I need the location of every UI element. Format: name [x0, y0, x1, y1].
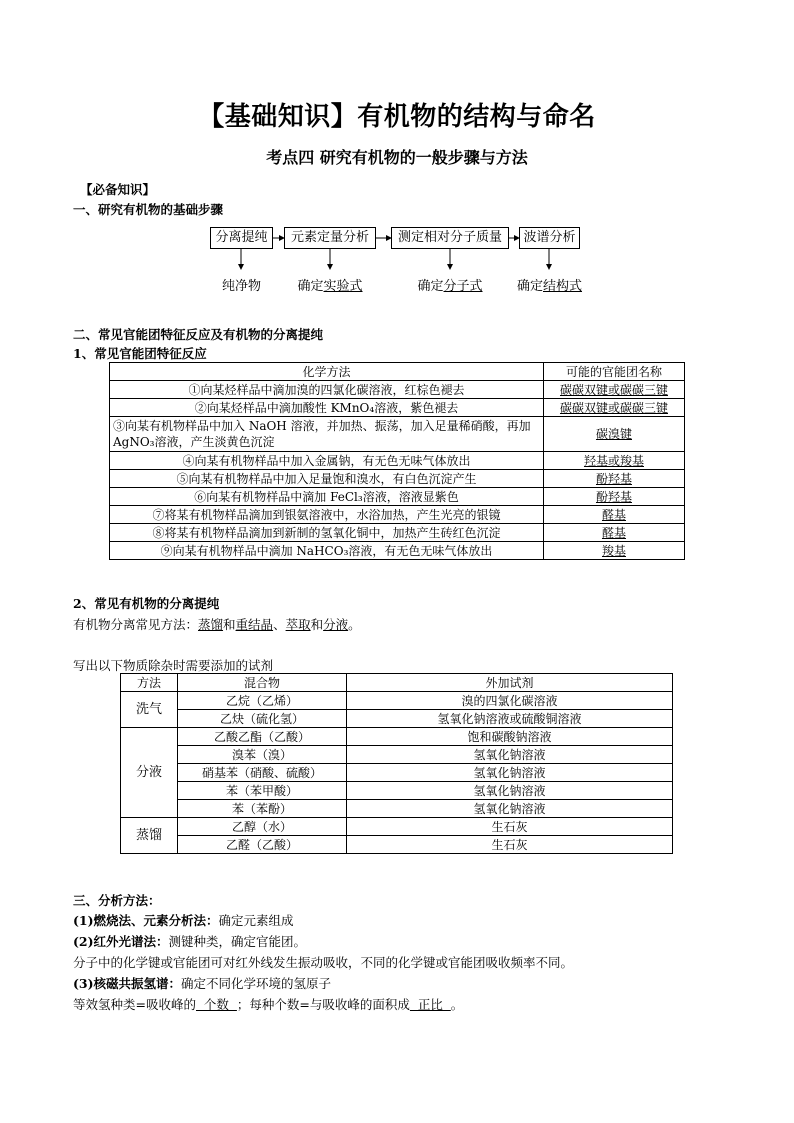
method-line: 分子中的化学键或官能团可对红外线发生振动吸收，不同的化学键或官能团吸收频率不同。 [73, 955, 574, 970]
method-cell: ⑤向某有机物样品中加入足量饱和溴水，有白色沉淀产生 [110, 470, 544, 488]
table-row [121, 800, 673, 818]
flow-step-box: 元素定量分析 [284, 227, 376, 249]
group-cell: 醛基 [544, 524, 685, 542]
table-header: 化学方法 [110, 363, 544, 381]
purification-table [120, 673, 673, 854]
reagent-cell: 氢氧化钠溶液 [347, 800, 673, 818]
reagent-cell: 生石灰 [347, 836, 673, 854]
mixture-cell: 苯（苯甲酸） [178, 782, 347, 800]
flow-step-box: 测定相对分子质量 [391, 227, 509, 249]
method-cell: ⑧将某有机物样品滴加到新制的氢氧化铜中，加热产生砖红色沉淀 [110, 524, 544, 542]
table2-caption: 写出以下物质除杂时需要添加的试剂 [73, 658, 274, 673]
method-line: (2)红外光谱法：测键种类，确定官能团。 [73, 934, 307, 949]
method-cell: ⑥向某有机物样品中滴加 FeCl₃溶液，溶液显紫色 [110, 488, 544, 506]
table-row [110, 452, 685, 470]
method-cell: ③向某有机物样品中加入 NaOH 溶液，并加热、振荡，加入足量稀硝酸，再加 AgNO₃溶液，产生淡黄色沉淀 [110, 417, 544, 452]
table-row [121, 818, 673, 836]
table-header-row [110, 363, 685, 381]
section-3-heading: 三、分析方法： [73, 893, 161, 908]
table-row [121, 764, 673, 782]
reagent-cell: 氢氧化钠溶液 [347, 746, 673, 764]
table-row [110, 524, 685, 542]
subsection-2-heading: 2、常见有机物的分离提纯 [73, 596, 220, 611]
group-cell: 醛基 [544, 506, 685, 524]
method-cell: ⑨向某有机物样品中滴加 NaHCO₃溶液，有无色无味气体放出 [110, 542, 544, 560]
reagent-cell: 溴的四氯化碳溶液 [347, 692, 673, 710]
table-row [110, 381, 685, 399]
table-row [121, 728, 673, 746]
table-header: 方法 [121, 674, 178, 692]
table-row [110, 399, 685, 417]
method-cell: ①向某烃样品中滴加溴的四氯化碳溶液，红棕色褪去 [110, 381, 544, 399]
steps-flowchart [210, 227, 590, 297]
group-cell: 羧基 [544, 542, 685, 560]
mixture-cell: 乙醇（水） [178, 818, 347, 836]
reagent-cell: 氢氧化钠溶液 [347, 764, 673, 782]
method-cell: ④向某有机物样品中加入金属钠，有无色无味气体放出 [110, 452, 544, 470]
table-header-row [121, 674, 673, 692]
functional-group-table [109, 362, 685, 560]
table-row [121, 746, 673, 764]
group-cell: 羟基或羧基 [544, 452, 685, 470]
group-cell: 碳碳双键或碳碳三键 [544, 381, 685, 399]
table-row [121, 692, 673, 710]
method-cell: 蒸馏 [121, 818, 178, 854]
page-subtitle: 考点四 研究有机物的一般步骤与方法 [266, 148, 528, 167]
section-tag: 【必备知识】 [80, 182, 156, 197]
group-cell: 碳碳双键或碳碳三键 [544, 399, 685, 417]
flow-step-box: 波谱分析 [519, 227, 580, 249]
method-cell: ②向某烃样品中滴加酸性 KMnO₄溶液，紫色褪去 [110, 399, 544, 417]
table-row [110, 488, 685, 506]
separation-methods: 有机物分离常见方法：蒸馏和重结晶、萃取和分液。 [73, 617, 361, 632]
mixture-cell: 乙烷（乙烯） [178, 692, 347, 710]
mixture-cell: 硝基苯（硝酸、硫酸） [178, 764, 347, 782]
table-row [121, 782, 673, 800]
table-row [110, 470, 685, 488]
method-line: (1)燃烧法、元素分析法：确定元素组成 [73, 913, 294, 928]
group-cell: 碳溴键 [544, 417, 685, 452]
table-row [110, 506, 685, 524]
mixture-cell: 苯（苯酚） [178, 800, 347, 818]
table-header: 外加试剂 [347, 674, 673, 692]
flow-result: 确定结构式 [516, 279, 583, 294]
table-row [110, 417, 685, 452]
flow-result: 确定分子式 [417, 279, 483, 294]
group-cell: 酚羟基 [544, 488, 685, 506]
group-cell: 酚羟基 [544, 470, 685, 488]
reagent-cell: 氢氧化钠溶液或硫酸铜溶液 [347, 710, 673, 728]
table-header: 混合物 [178, 674, 347, 692]
mixture-cell: 溴苯（溴） [178, 746, 347, 764]
flow-result: 确定实验式 [297, 279, 363, 294]
table-row [121, 710, 673, 728]
table-row [121, 836, 673, 854]
method-cell: ⑦将某有机物样品滴加到银氨溶液中，水浴加热，产生光亮的银镜 [110, 506, 544, 524]
method-cell: 分液 [121, 728, 178, 818]
section-2-heading: 二、常见官能团特征反应及有机物的分离提纯 [73, 327, 324, 342]
method-cell: 洗气 [121, 692, 178, 728]
method-line: (3)核磁共振氢谱：确定不同化学环境的氢原子 [73, 976, 332, 991]
table-row [110, 542, 685, 560]
reagent-cell: 饱和碳酸钠溶液 [347, 728, 673, 746]
page-title: 【基础知识】有机物的结构与命名 [198, 102, 596, 132]
subsection-1-heading: 1、常见官能团特征反应 [73, 346, 207, 361]
table-header: 可能的官能团名称 [544, 363, 685, 381]
flow-step-box: 分离提纯 [210, 227, 273, 249]
mixture-cell: 乙酸乙酯（乙酸） [178, 728, 347, 746]
reagent-cell: 氢氧化钠溶液 [347, 782, 673, 800]
section-1-heading: 一、研究有机物的基础步骤 [73, 202, 224, 217]
mixture-cell: 乙炔（硫化氢） [178, 710, 347, 728]
flow-result: 纯净物 [221, 279, 261, 294]
mixture-cell: 乙醛（乙酸） [178, 836, 347, 854]
equivalent-hydrogen-line: 等效氢种类=吸收峰的 个数 ；每种个数=与吸收峰的面积成 正比 。 [73, 997, 464, 1012]
reagent-cell: 生石灰 [347, 818, 673, 836]
